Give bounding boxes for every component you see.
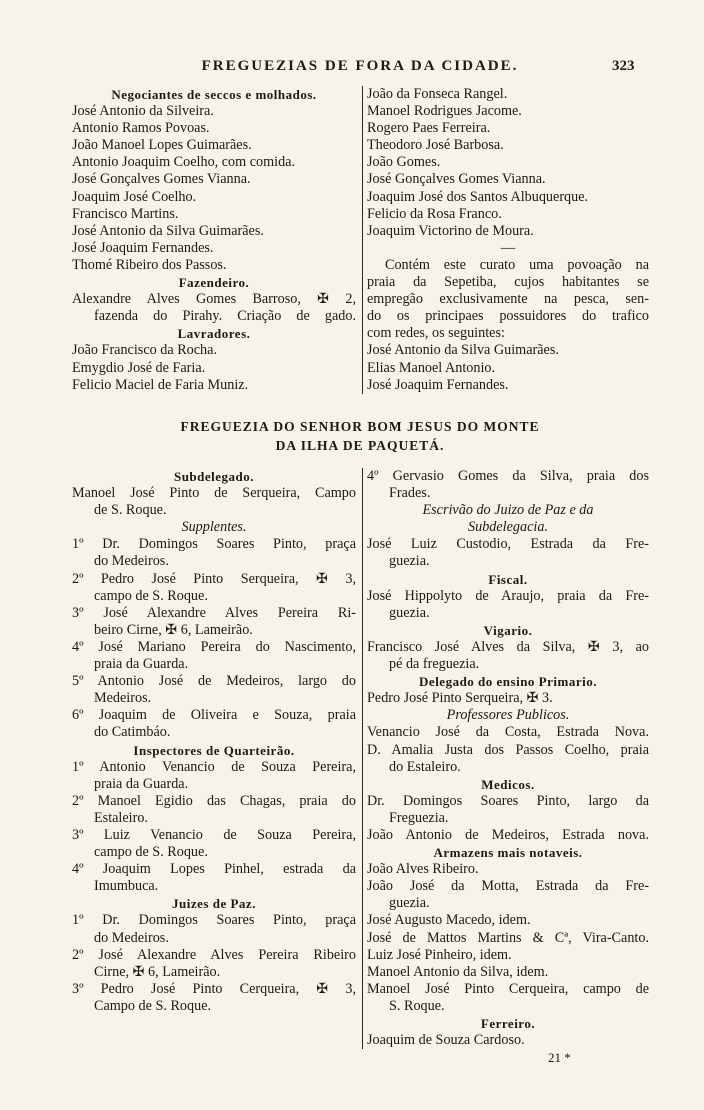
text-line: Joaquim Victorino de Moura.: [367, 222, 534, 239]
page-header-title: FREGUEZIAS DE FORA DA CIDADE.: [201, 58, 519, 74]
text-line: José Joaquim Fernandes.: [72, 239, 214, 256]
text-line: 4º Gervasio Gomes da Silva, praia dos: [367, 468, 649, 484]
text-line: —: [500, 239, 516, 256]
text-line: fazenda do Pirahy. Criação de gado.: [94, 308, 356, 325]
section-heading: Subdelegado.: [173, 469, 255, 484]
text-line: Joaquim de Souza Cardoso.: [367, 1032, 525, 1049]
text-line: Professores Publicos.: [446, 707, 570, 724]
section-heading: Fazendeiro.: [178, 275, 250, 291]
text-line: praia da Guarda.: [94, 656, 189, 673]
text-line: Freguezia.: [389, 809, 449, 826]
text-line: João Francisco da Rocha.: [72, 342, 217, 359]
text-line: S. Roque.: [389, 997, 445, 1014]
text-line: 1º Antonio Venancio de Souza Pereira,: [72, 758, 356, 775]
text-line: do Medeiros.: [94, 553, 169, 570]
text-line: 2º Manoel Egidio das Chagas, praia do: [72, 792, 356, 809]
text-line: Theodoro José Barbosa.: [367, 137, 504, 154]
section-heading: Fiscal.: [488, 571, 528, 587]
section2-right-column: [362, 468, 649, 1049]
text-line: José Antonio da Silva Guimarães.: [72, 222, 264, 239]
text-line: Subdelegacia.: [468, 519, 548, 536]
signature-mark: 21 *: [548, 1050, 571, 1065]
text-line: João Antonio de Medeiros, Estrada nova.: [367, 826, 649, 843]
text-line: Antonio Ramos Povoas.: [72, 120, 210, 137]
text-line: 4º Joaquim Lopes Pinhel, estrada da: [72, 861, 356, 878]
text-line: 2º Pedro José Pinto Serqueira, ✠ 3,: [72, 570, 356, 587]
text-line: Manoel Antonio da Silva, idem.: [367, 963, 549, 980]
text-line: Manoel José Pinto de Serqueira, Campo: [72, 485, 356, 502]
text-line: do Catimbáo.: [94, 724, 171, 741]
section1-right-column: [362, 86, 649, 394]
section2-left-column: [72, 468, 356, 1015]
text-line: guezia.: [389, 895, 430, 912]
section2-title-line1: FREGUEZIA DO SENHOR BOM JESUS DO MONTE: [180, 419, 540, 434]
text-line: 4º José Mariano Pereira do Nascimento,: [72, 638, 356, 655]
section-heading: Vigario.: [483, 622, 533, 638]
text-line: 3º José Alexandre Alves Pereira Ri-: [72, 604, 356, 621]
text-line: João Gomes.: [367, 154, 441, 171]
text-line: 5º Antonio José de Medeiros, largo do: [72, 673, 356, 690]
text-line: Estaleiro.: [94, 809, 148, 826]
text-line: José Augusto Macedo, idem.: [367, 912, 531, 929]
section-heading: Inspectores de Quarteirão.: [133, 742, 295, 758]
text-line: João José da Motta, Estrada da Fre-: [367, 878, 649, 895]
text-line: José Antonio da Silveira.: [72, 103, 214, 120]
text-line: Cirne, ✠ 6, Lameirão.: [94, 963, 221, 980]
text-line: Manoel José Pinto Cerqueira, campo de: [367, 980, 649, 997]
text-line: Antonio Joaquim Coelho, com comida.: [72, 154, 296, 171]
text-line: Rogero Paes Ferreira.: [367, 120, 491, 137]
text-line: Thomé Ribeiro dos Passos.: [72, 256, 227, 273]
text-line: Venancio José da Costa, Estrada Nova.: [367, 724, 649, 741]
text-line: com redes, os seguintes:: [367, 325, 505, 342]
text-line: Pedro José Pinto Serqueira, ✠ 3.: [367, 690, 553, 707]
text-line: Felicio Maciel de Faria Muniz.: [72, 376, 249, 393]
text-line: de S. Roque.: [94, 502, 167, 519]
text-line: Escrivão do Juizo de Paz e da: [422, 502, 594, 519]
text-line: D. Amalia Justa dos Passos Coelho, praia: [367, 741, 649, 758]
text-line: campo de S. Roque.: [94, 587, 208, 604]
text-line: 3º Luiz Venancio de Souza Pereira,: [72, 826, 356, 843]
section-heading: Armazens mais notaveis.: [433, 845, 583, 861]
text-line: praia da Sepetiba, cujos habitantes se: [367, 274, 649, 291]
text-line: Imumbuca.: [94, 878, 159, 895]
text-line: 6º Joaquim de Oliveira e Souza, praia: [72, 707, 356, 724]
text-line: José Luiz Custodio, Estrada da Fre-: [367, 536, 649, 553]
text-line: 1º Dr. Domingos Soares Pinto, praça: [72, 536, 356, 553]
text-line: 3º Pedro José Pinto Cerqueira, ✠ 3,: [72, 980, 356, 997]
text-line: beiro Cirne, ✠ 6, Lameirão.: [94, 621, 253, 638]
text-line: guezia.: [389, 604, 430, 621]
section-heading: Medicos.: [481, 776, 535, 792]
text-line: José de Mattos Martins & Cª, Vira-Canto.: [367, 929, 649, 946]
text-line: Manoel Rodrigues Jacome.: [367, 103, 522, 120]
text-line: Joaquim José dos Santos Albuquerque.: [367, 188, 589, 205]
text-line: José Gonçalves Gomes Vianna.: [367, 171, 546, 188]
text-line: João Manoel Lopes Guimarães.: [72, 137, 252, 154]
text-line: Francisco Martins.: [72, 205, 179, 222]
text-line: pé da freguezia.: [389, 656, 480, 673]
text-line: campo de S. Roque.: [94, 844, 208, 861]
section-heading: Lavradores.: [177, 326, 251, 342]
text-line: Felicio da Rosa Franco.: [367, 205, 502, 222]
page-number: 323: [612, 58, 635, 74]
section2-title-line2: DA ILHA DE PAQUETÁ.: [275, 438, 445, 453]
text-line: João da Fonseca Rangel.: [367, 86, 508, 102]
text-line: Medeiros.: [94, 690, 152, 707]
section-heading: Ferreiro.: [480, 1016, 536, 1031]
text-line: Alexandre Alves Gomes Barroso, ✠ 2,: [72, 291, 356, 308]
text-line: 2º José Alexandre Alves Pereira Ribeiro: [72, 946, 356, 963]
text-line: Emygdio José de Faria.: [72, 359, 206, 376]
text-line: do os principaes possuidores do trafico: [367, 308, 649, 325]
text-line: Dr. Domingos Soares Pinto, largo da: [367, 792, 649, 809]
text-line: do Medeiros.: [94, 929, 169, 946]
section-heading: Delegado do ensino Primario.: [419, 674, 597, 690]
text-line: empregão exclusivamente na pesca, sen-: [367, 291, 649, 308]
text-line: 1º Dr. Domingos Soares Pinto, praça: [72, 912, 356, 929]
text-line: Francisco José Alves da Silva, ✠ 3, ao: [367, 638, 649, 655]
text-line: José Antonio da Silva Guimarães.: [367, 342, 559, 359]
text-line: Joaquim José Coelho.: [72, 188, 197, 205]
text-line: José Hippolyto de Araujo, praia da Fre-: [367, 587, 649, 604]
section-heading: Negociantes de seccos e molhados.: [111, 87, 317, 102]
text-line: José Gonçalves Gomes Vianna.: [72, 171, 251, 188]
text-line: Campo de S. Roque.: [94, 997, 212, 1014]
text-line: Frades.: [389, 485, 431, 502]
text-line: praia da Guarda.: [94, 775, 189, 792]
text-line: guezia.: [389, 553, 430, 570]
text-line: Luiz José Pinheiro, idem.: [367, 946, 512, 963]
text-line: do Estaleiro.: [389, 758, 461, 775]
text-line: João Alves Ribeiro.: [367, 861, 479, 878]
text-line: Contém este curato uma povoação na: [385, 256, 649, 273]
text-line: Elias Manoel Antonio.: [367, 359, 496, 376]
text-line: Supplentes.: [181, 519, 247, 536]
section1-left-column: [72, 86, 356, 394]
section-heading: Juizes de Paz.: [172, 896, 256, 912]
text-line: José Joaquim Fernandes.: [367, 376, 509, 393]
